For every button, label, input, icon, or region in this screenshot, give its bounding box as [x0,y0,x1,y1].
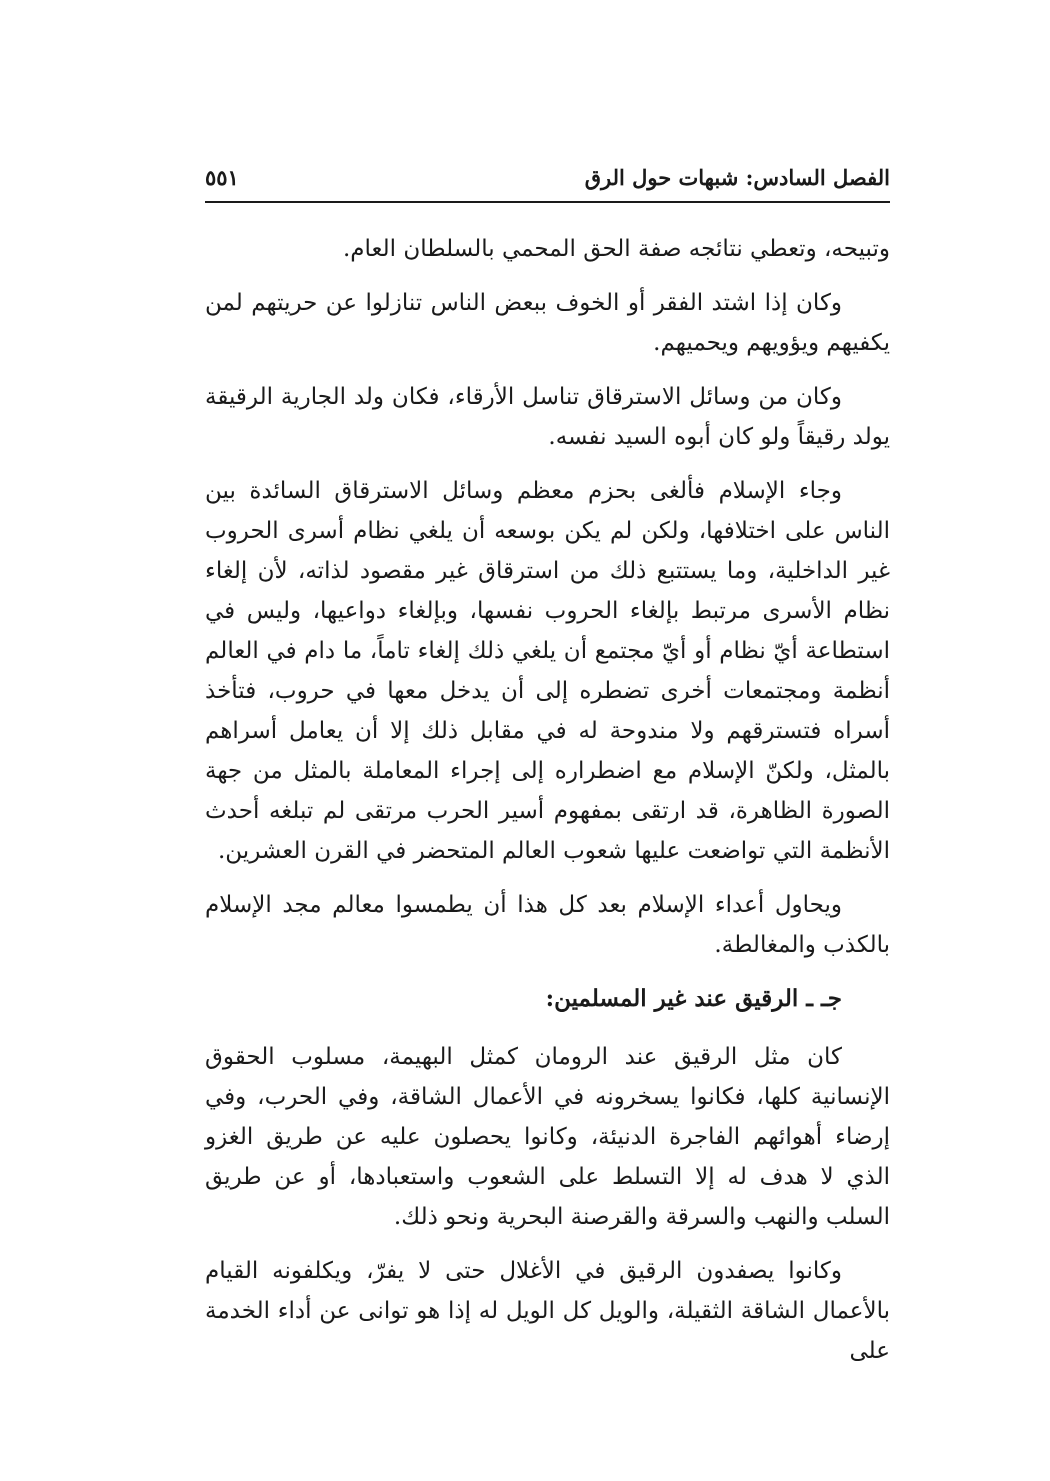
chapter-title: الفصل السادس: شبهات حول الرق [584,165,890,190]
page-number: ٥٥١ [205,165,239,190]
body-text [205,229,890,1371]
paragraph: وكان من وسائل الاسترقاق تناسل الأرقاء، فكان ولد الجارية الرقيقة يولد رقيقاً ولو كان أبوه السيد نفسه. [205,384,890,450]
running-header [205,165,890,203]
section-heading: جـ ـ الرقيق عند غير المسلمين: [545,985,842,1012]
paragraph: ويحاول أعداء الإسلام بعد كل هذا أن يطمسوا معالم مجد الإسلام بالكذب والمغالطة. [205,892,890,958]
book-page [205,165,890,1385]
paragraph: وجاء الإسلام فألغى بحزم معظم وسائل الاسترقاق السائدة بين الناس على اختلافها، ولكن لم يكن بوسعه أن يلغي نظام أسرى الحروب غير الداخلية، وما يستتبع ذلك من استرقاق غير مقصود لذاته، لأن إلغاء نظام الأسرى مرتبط بإلغاء الحروب نفسها، وبإلغاء دواعيها، وليس في استطاعة أيّ نظام أو أيّ مجتمع أن يلغي ذلك إلغاء تاماً، ما دام في العالم أنظمة ومجتمعات أخرى تضطره إلى أن يدخل معها في حروب، فتأخذ أسراه فتسترقهم ولا مندوحة له في مقابل ذلك إلا أن يعامل أسراهم بالمثل، ولكنّ الإسلام مع اضطراره إلى إجراء المعاملة بالمثل من جهة الصورة الظاهرة، قد ارتقى بمفهوم أسير الحرب مرتقى لم تبلغه أحدث الأنظمة التي تواضعت عليها شعوب العالم المتحضر في القرن العشرين. [205,478,890,864]
paragraph: وكان إذا اشتد الفقر أو الخوف ببعض الناس تنازلوا عن حريتهم لمن يكفيهم ويؤويهم ويحميهم. [205,290,890,356]
paragraph: وكانوا يصفدون الرقيق في الأغلال حتى لا يفرّ، ويكلفونه القيام بالأعمال الشاقة الثقيلة، والويل كل الويل له إذا هو توانى عن أداء الخدمة على [205,1258,890,1364]
paragraph: وتبيحه، وتعطي نتائجه صفة الحق المحمي بالسلطان العام. [342,236,890,262]
paragraph: كان مثل الرقيق عند الرومان كمثل البهيمة، مسلوب الحقوق الإنسانية كلها، فكانوا يسخرونه في الأعمال الشاقة، وفي الحرب، وفي إرضاء أهوائهم الفاجرة الدنيئة، وكانوا يحصلون عليه عن طريق الغزو الذي لا هدف له إلا التسلط على الشعوب واستعبادها، أو عن طريق السلب والنهب والسرقة والقرصنة البحرية ونحو ذلك. [205,1044,890,1230]
